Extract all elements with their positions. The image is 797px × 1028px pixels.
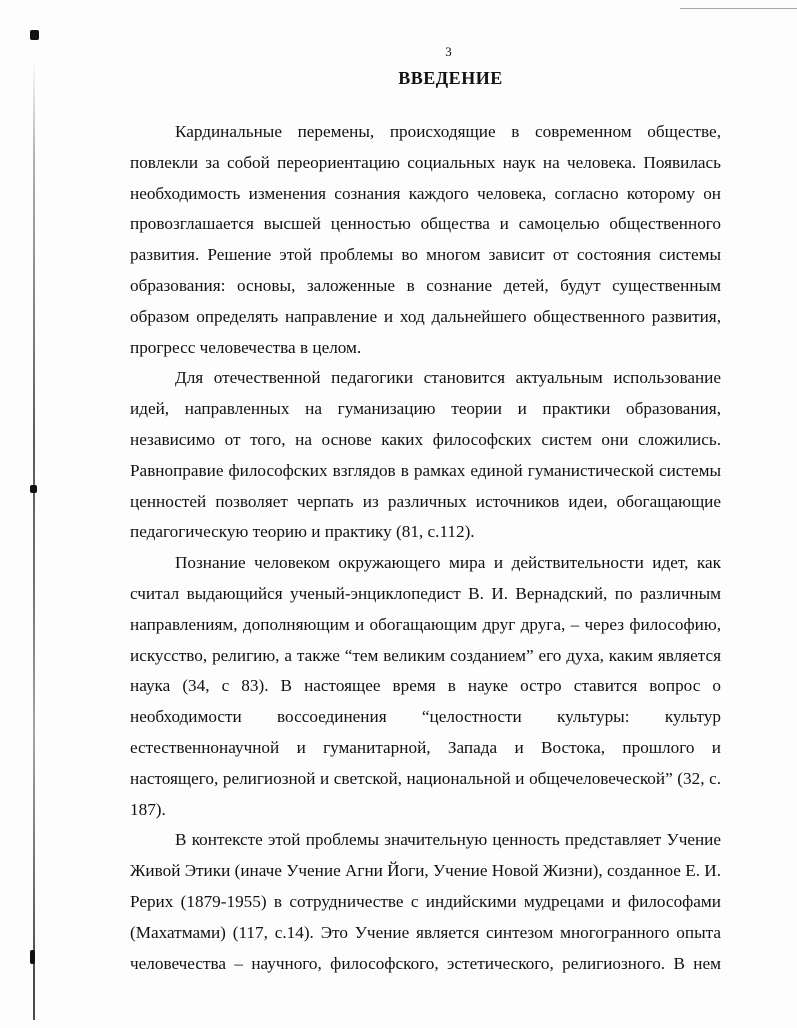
scan-artifact-mark [30, 485, 37, 493]
paragraph: Познание человеком окружающего мира и действительности идет, как считал выдающийся ученый-энциклопедист В. И. Вернадский, по различным направлениям, дополняющим и обогащающим друг друга, – через философию, искусство, религию, а также “тем великим созданием” его духа, каким является наука (34, с 83). В настоящее время в науке остро ставится вопрос о необходимости воссоединения “целостности культуры: культур естественнонаучной и гуманитарной, Запада и Востока, прошлого и настоящего, религиозной и светской, национальной и общечеловеческой” (32, с. 187). [130, 553, 721, 819]
page-number: 3 [445, 44, 452, 59]
paragraph: Для отечественной педагогики становится актуальным использование идей, направленных на гуманизацию теории и практики образования, независимо от того, на основе каких философских систем они сложились. Равноправие философских взглядов в рамках единой гуманистической системы ценностей позволяет черпать из различных источников идеи, обогащающие педагогическую теорию и практику (81, с.112). [130, 368, 721, 542]
scan-binding-edge [33, 60, 35, 1020]
section-heading: ВВЕДЕНИЕ [398, 68, 503, 88]
body-text [130, 117, 721, 979]
paragraph: Кардинальные перемены, происходящие в современном обществе, повлекли за собой переориентацию социальных наук на человека. Появилась необходимость изменения сознания каждого человека, согласно которому он провозглашается высшей ценностью общества и самоцелью общественного развития. Решение этой проблемы во многом зависит от состояния системы образования: основы, заложенные в сознание детей, будут существенным образом определять направление и ход дальнейшего общественного развития, прогресс человечества в целом. [130, 122, 721, 357]
scan-artifact-mark [30, 30, 39, 40]
scan-top-rule [680, 8, 797, 9]
paragraph: В контексте этой проблемы значительную ценность представляет Учение Живой Этики (иначе Учение Агни Йоги, Учение Новой Жизни), созданное Е. И. Рерих (1879-1955) в сотрудничестве с индийскими мудрецами и философами (Махатмами) (117, с.14). Это Учение является синтезом многогранного опыта человечества – научного, философского, эстетического, религиозного. В нем [130, 830, 721, 973]
scan-artifact-mark [30, 950, 35, 964]
